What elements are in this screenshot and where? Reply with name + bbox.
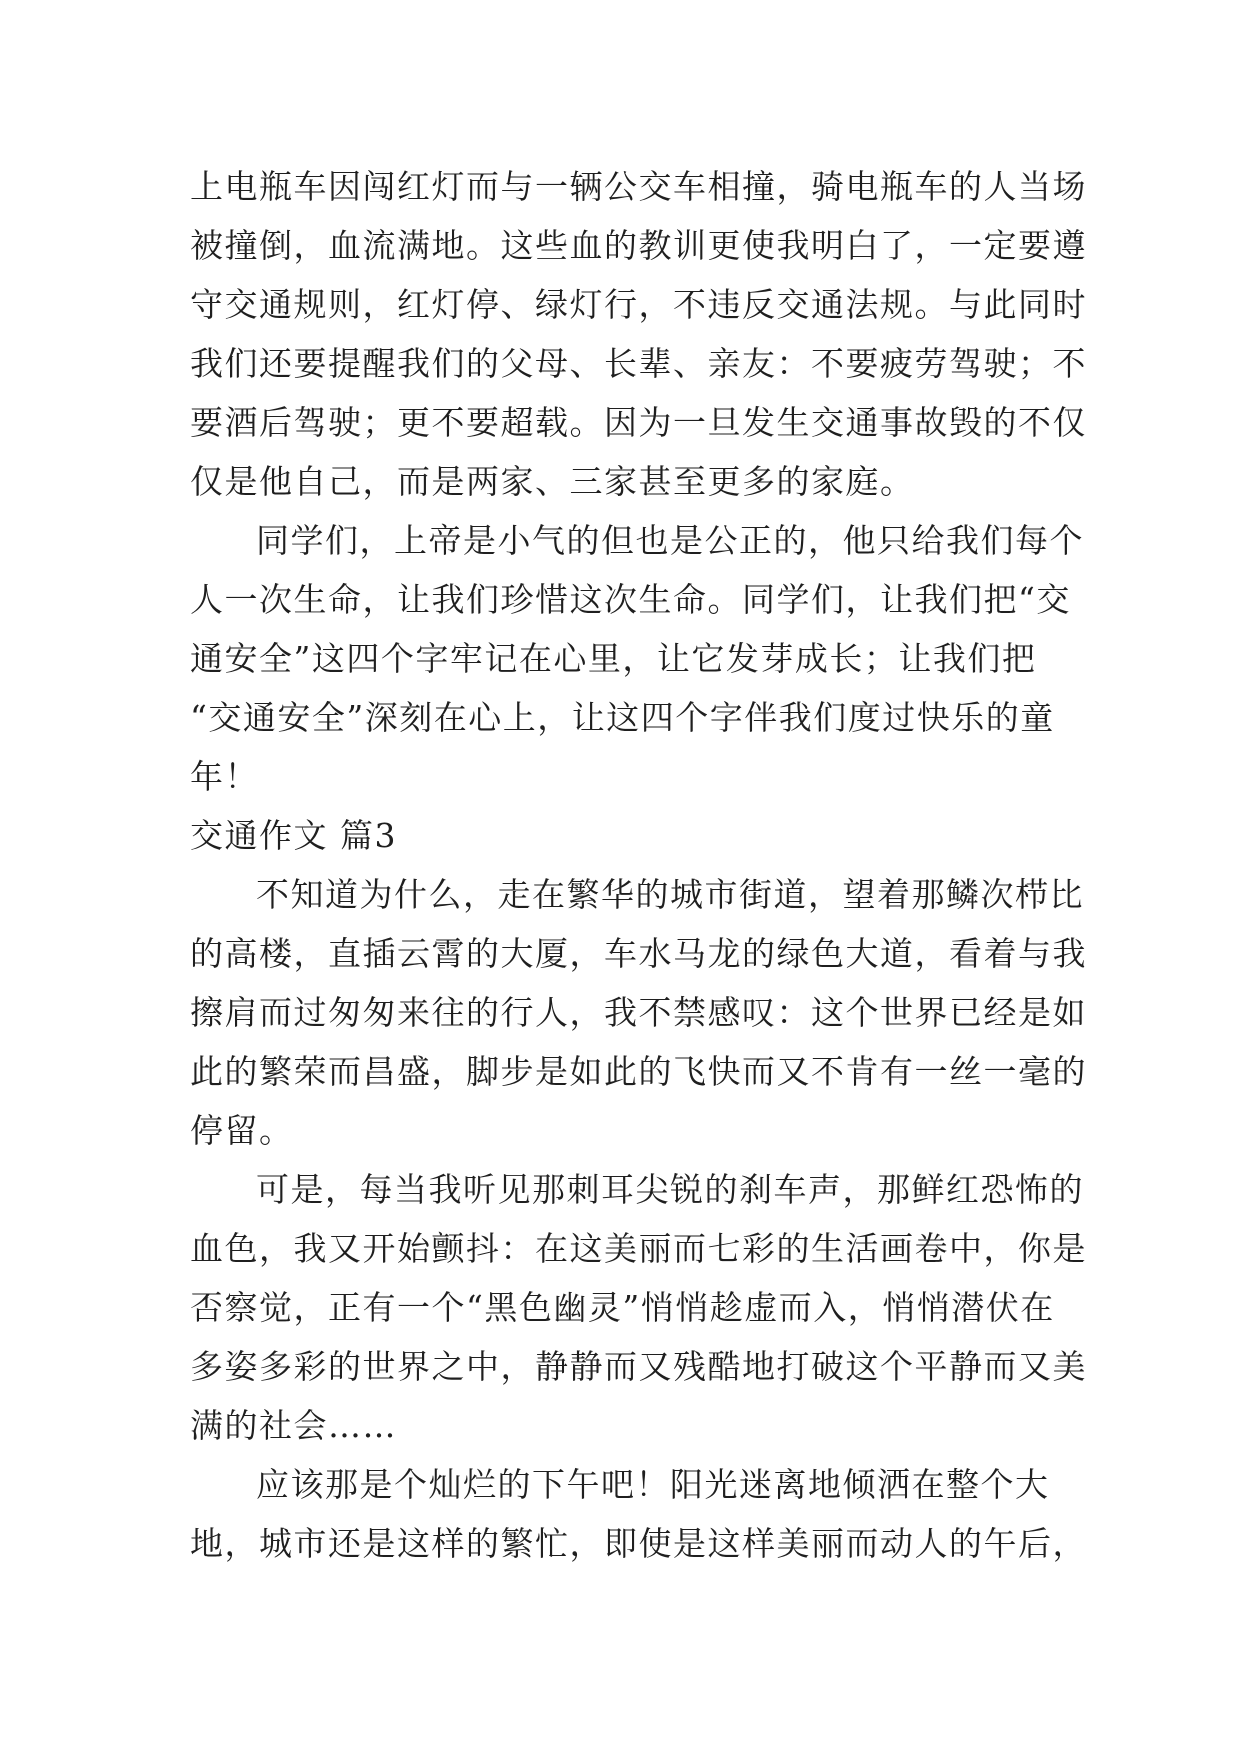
paragraph-black-ghost [190,1160,1087,1455]
text-line: 年！ [190,757,259,796]
text-line: 仅是他自己，而是两家、三家甚至更多的家庭。 [190,462,915,501]
paragraph-afternoon [190,1455,1087,1573]
text-line: 人一次生命，让我们珍惜这次生命。同学们，让我们把“交 [190,580,1071,619]
text-line: 同学们，上帝是小气的但也是公正的，他只给我们每个 [256,521,1084,560]
paragraph-city-streets [190,865,1087,1160]
text-line: 血色，我又开始颤抖：在这美丽而七彩的生活画卷中，你是 [190,1229,1087,1268]
text-line: 上电瓶车因闯红灯而与一辆公交车相撞，骑电瓶车的人当场 [190,167,1087,206]
text-line: 满的社会…… [190,1406,397,1445]
text-line: 否察觉，正有一个“黑色幽灵”悄悄趁虚而入，悄悄潜伏在 [190,1288,1055,1327]
text-line: 地，城市还是这样的繁忙，即使是这样美丽而动人的午后， [190,1524,1087,1563]
text-line: 此的繁荣而昌盛，脚步是如此的飞快而又不肯有一丝一毫的 [190,1052,1087,1091]
text-line: “交通安全”深刻在心上，让这四个字伴我们度过快乐的童 [190,698,1055,737]
document-body [190,157,1087,1573]
paragraph-classmates [190,511,1084,806]
text-line: 我们还要提醒我们的父母、长辈、亲友：不要疲劳驾驶；不 [190,344,1087,383]
text-line: 多姿多彩的世界之中，静静而又残酷地打破这个平静而又美 [190,1347,1087,1386]
text-line: 通安全”这四个字牢记在心里，让它发芽成长；让我们把 [190,639,1037,678]
text-line: 要酒后驾驶；更不要超载。因为一旦发生交通事故毁的不仅 [190,403,1087,442]
paragraph-continued [190,157,1087,511]
text-line: 不知道为什么，走在繁华的城市街道，望着那鳞次栉比 [256,875,1084,914]
text-line: 可是，每当我听见那刺耳尖锐的刹车声，那鲜红恐怖的 [256,1170,1084,1209]
text-line: 守交通规则，红灯停、绿灯行，不违反交通法规。与此同时 [190,285,1087,324]
text-line: 擦肩而过匆匆来往的行人，我不禁感叹：这个世界已经是如 [190,993,1087,1032]
section-heading: 交通作文 篇3 [190,816,397,855]
text-line: 停留。 [190,1111,294,1150]
text-line: 应该那是个灿烂的下午吧！阳光迷离地倾洒在整个大 [256,1465,1050,1504]
text-line: 被撞倒，血流满地。这些血的教训更使我明白了，一定要遵 [190,226,1087,265]
text-line: 的高楼，直插云霄的大厦，车水马龙的绿色大道，看着与我 [190,934,1087,973]
